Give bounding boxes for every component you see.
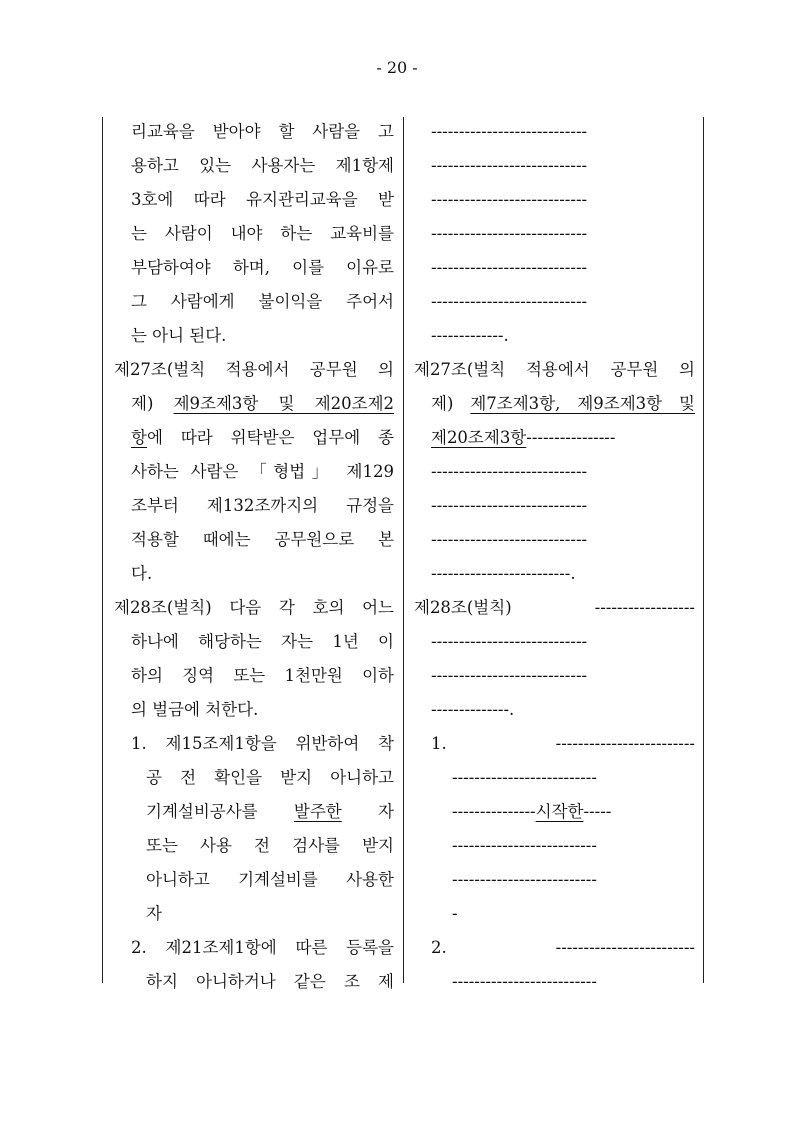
text-line bbox=[431, 625, 695, 659]
line-text: ---------------------------- bbox=[431, 632, 588, 651]
line-text: 제28조(벌칙) 다음 각 호의 어느 bbox=[114, 598, 394, 617]
line-text: 하지 아니하거나 같은 조 제 bbox=[146, 972, 394, 991]
line-text: 적용할 때에는 공무원으로 본 bbox=[131, 530, 394, 549]
page-number: - 20 - bbox=[376, 58, 418, 77]
line-text: -------------------------- bbox=[452, 972, 597, 991]
line-text: --------------- bbox=[452, 802, 536, 821]
line-text: 2. ------------------------- bbox=[431, 938, 695, 957]
underlined-amendment: 발주한 bbox=[293, 802, 342, 821]
line-text: --------------. bbox=[431, 700, 515, 719]
line-text: -------------------------. bbox=[431, 564, 576, 583]
text-line bbox=[131, 285, 394, 319]
line-text: 하의 징역 또는 1천만원 이하 bbox=[131, 666, 394, 685]
underlined-amendment: 항 bbox=[131, 428, 147, 447]
line-text: 제28조(벌칙) ------------------ bbox=[414, 598, 695, 617]
underlined-amendment: 제20조제3항 bbox=[431, 428, 527, 447]
text-line bbox=[131, 659, 394, 693]
underlined-amendment: 제7조제3항, 제9조제3항 및 bbox=[470, 394, 695, 413]
text-line bbox=[431, 557, 695, 591]
text-line bbox=[131, 319, 394, 353]
text-line bbox=[131, 727, 394, 761]
text-line bbox=[431, 489, 695, 523]
text-line bbox=[131, 421, 394, 455]
text-line bbox=[452, 897, 695, 931]
line-text: 의 벌금에 처한다. bbox=[131, 700, 259, 719]
text-line bbox=[131, 455, 394, 489]
line-text: 에 따라 위탁받은 업무에 종 bbox=[146, 428, 394, 447]
text-line bbox=[431, 183, 695, 217]
line-text: ----- bbox=[583, 802, 612, 821]
line-text: 자 bbox=[341, 802, 394, 821]
line-text: ---------------------------- bbox=[431, 190, 588, 209]
text-line bbox=[131, 115, 394, 149]
text-line bbox=[452, 965, 695, 999]
text-line bbox=[431, 285, 695, 319]
line-text: 공 전 확인을 받지 아니하고 bbox=[146, 768, 394, 787]
text-line bbox=[414, 591, 695, 625]
text-line bbox=[431, 693, 695, 727]
underlined-amendment: 제9조제3항 및 제20조제2 bbox=[173, 394, 394, 413]
line-text: 3호에 따라 유지관리교육을 받 bbox=[131, 190, 394, 209]
line-text: 제27조(벌칙 적용에서 공무원 의 bbox=[414, 360, 695, 379]
text-line bbox=[431, 931, 695, 965]
line-text: 또는 사용 전 검사를 받지 bbox=[146, 836, 394, 855]
text-line bbox=[431, 319, 695, 353]
text-line bbox=[131, 251, 394, 285]
text-line bbox=[146, 795, 394, 829]
line-text: 1. 제15조제1항을 위반하여 착 bbox=[131, 734, 394, 753]
line-text: 그 사람에게 불이익을 주어서 bbox=[131, 292, 394, 311]
table-border-left bbox=[102, 117, 103, 983]
text-line bbox=[452, 761, 695, 795]
text-line bbox=[146, 965, 394, 999]
text-line bbox=[114, 591, 394, 625]
line-text: 는 아니 된다. bbox=[131, 326, 227, 345]
text-line bbox=[131, 693, 394, 727]
text-line bbox=[131, 931, 394, 965]
line-text: 하나에 해당하는 자는 1년 이 bbox=[131, 632, 394, 651]
text-line bbox=[131, 387, 394, 421]
text-line bbox=[452, 795, 695, 829]
text-line bbox=[146, 829, 394, 863]
text-line bbox=[131, 625, 394, 659]
text-line bbox=[431, 251, 695, 285]
line-text: -------------------------- bbox=[452, 836, 597, 855]
line-text: ---------------------------- bbox=[431, 156, 588, 175]
text-line bbox=[431, 115, 695, 149]
line-text: - bbox=[452, 904, 458, 923]
text-line bbox=[131, 489, 394, 523]
line-text: 는 사람이 내야 하는 교육비를 bbox=[131, 224, 394, 243]
text-line bbox=[146, 761, 394, 795]
text-line bbox=[452, 863, 695, 897]
table-column-divider bbox=[403, 117, 404, 983]
line-text: ---------------------------- bbox=[431, 666, 588, 685]
line-text: 조부터 제132조까지의 규정을 bbox=[131, 496, 394, 515]
line-text: 사하는 사람은 「형법」 제129 bbox=[131, 462, 394, 481]
line-text: 부담하여야 하며, 이를 이유로 bbox=[131, 258, 394, 277]
line-text: ---------------------------- bbox=[431, 224, 588, 243]
line-text: 기계설비공사를 bbox=[146, 802, 294, 821]
line-text: ---------------------------- bbox=[431, 462, 588, 481]
line-text: -------------------------- bbox=[452, 870, 597, 889]
text-line bbox=[431, 149, 695, 183]
text-line bbox=[431, 421, 695, 455]
line-text: ---------------------------- bbox=[431, 292, 588, 311]
text-line bbox=[431, 387, 695, 421]
text-line bbox=[114, 353, 394, 387]
line-text: 아니하고 기계설비를 사용한 bbox=[146, 870, 394, 889]
line-text: 제) bbox=[131, 394, 174, 413]
text-line bbox=[431, 523, 695, 557]
text-line bbox=[131, 149, 394, 183]
text-line bbox=[431, 217, 695, 251]
line-text: 2. 제21조제1항에 따른 등록을 bbox=[131, 938, 394, 957]
table-border-right bbox=[703, 117, 704, 983]
text-line bbox=[131, 523, 394, 557]
line-text: -------------------------- bbox=[452, 768, 597, 787]
line-text: 리교육을 받아야 할 사람을 고 bbox=[131, 122, 394, 141]
text-line bbox=[431, 659, 695, 693]
line-text: 제27조(벌칙 적용에서 공무원 의 bbox=[114, 360, 394, 379]
line-text: ---------------------------- bbox=[431, 122, 588, 141]
text-line bbox=[131, 183, 394, 217]
line-text: -------------. bbox=[431, 326, 509, 345]
text-line bbox=[431, 727, 695, 761]
line-text: ---------------------------- bbox=[431, 530, 588, 549]
line-text: ---------------- bbox=[526, 428, 616, 447]
text-line bbox=[431, 455, 695, 489]
line-text: 자 bbox=[146, 904, 162, 923]
text-line bbox=[146, 897, 394, 931]
text-line bbox=[131, 557, 394, 591]
line-text: 용하고 있는 사용자는 제1항제 bbox=[131, 156, 394, 175]
line-text: 다. bbox=[131, 564, 153, 583]
line-text: 1. ------------------------- bbox=[431, 734, 695, 753]
text-line bbox=[131, 217, 394, 251]
text-line bbox=[452, 829, 695, 863]
text-line bbox=[414, 353, 695, 387]
underlined-amendment: 시작한 bbox=[535, 802, 584, 821]
line-text: ---------------------------- bbox=[431, 496, 588, 515]
line-text: 제) bbox=[431, 394, 471, 413]
line-text: ---------------------------- bbox=[431, 258, 588, 277]
text-line bbox=[146, 863, 394, 897]
